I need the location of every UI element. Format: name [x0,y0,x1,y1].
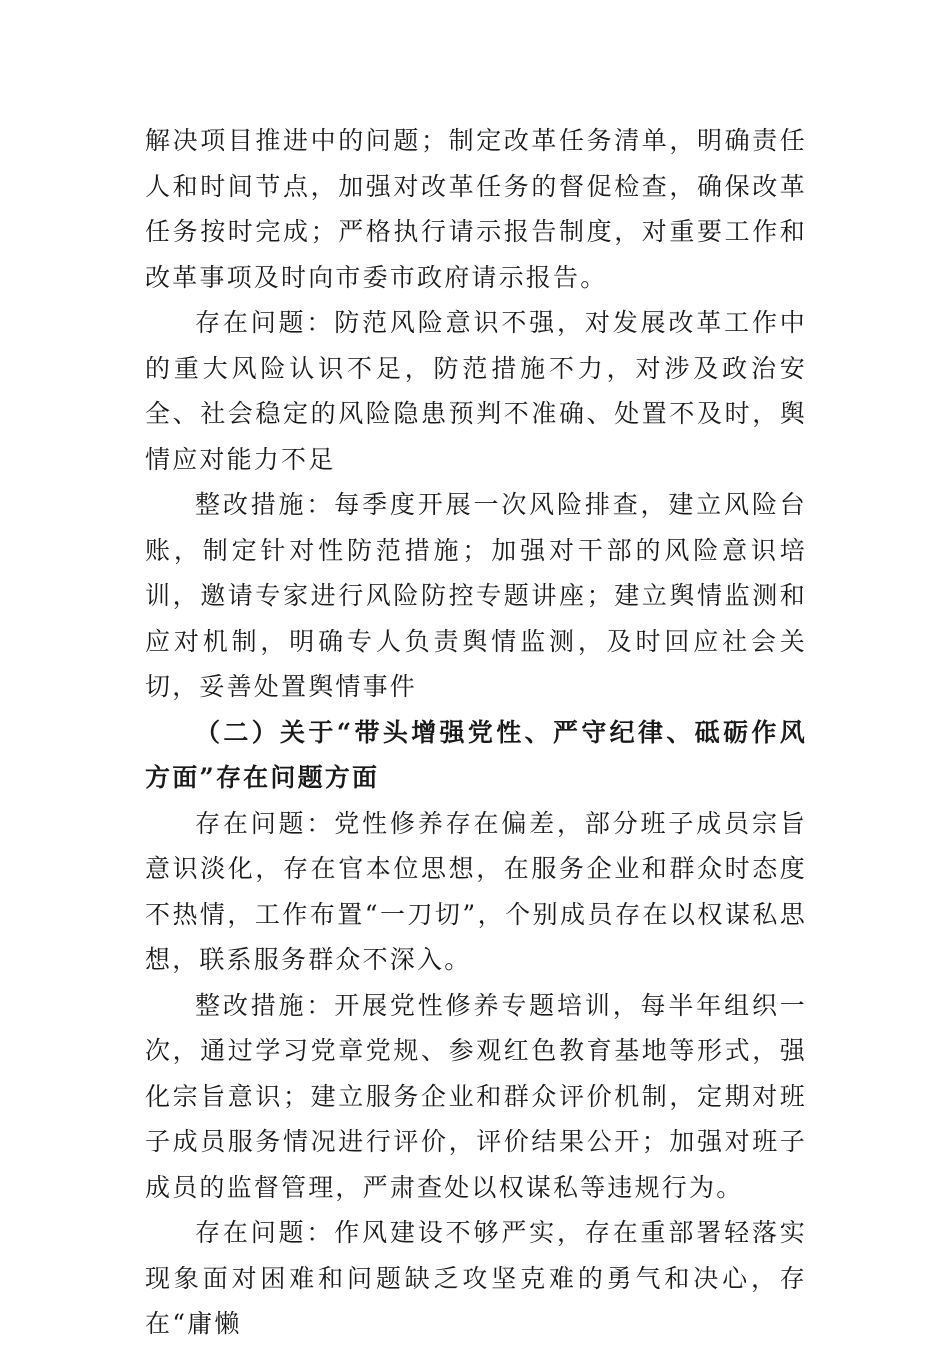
paragraph-measures-risk: 整改措施：每季度开展一次风险排查，建立风险台账，制定针对性防范措施；加强对干部的风险意识培训，邀请专家进行风险防控专题讲座；建立舆情监测和应对机制，明确专人负责舆情监测，及时回应社会关切，妥善处置舆情事件 [145,490,807,701]
document-body [145,118,807,1347]
paragraph-problem-work-style: 存在问题：作风建设不够严实，存在重部署轻落实现象面对困难和问题缺乏攻坚克难的勇气和决心，存在“庸懒 [145,1218,807,1338]
paragraph-continuation: 解决项目推进中的问题；制定改革任务清单，明确责任人和时间节点，加强对改革任务的督促检查，确保改革任务按时完成；严格执行请示报告制度，对重要工作和改革事项及时向市委市政府请示报告。 [145,126,807,292]
paragraph-measures-party-spirit: 整改措施：开展党性修养专题培训，每半年组织一次，通过学习党章党规、参观红色教育基地等形式，强化宗旨意识；建立服务企业和群众评价机制，定期对班子成员服务情况进行评价，评价结果公开；加强对班子成员的监督管理，严肃查处以权谋私等违规行为。 [145,990,807,1202]
paragraph-problem-party-spirit: 存在问题：党性修养存在偏差，部分班子成员宗旨意识淡化，存在官本位思想，在服务企业和群众时态度不热情，工作布置“一刀切”，个别成员存在以权谋私思想，联系服务群众不深入。 [145,808,807,974]
paragraph-problem-risk: 存在问题：防范风险意识不强，对发展改革工作中的重大风险认识不足，防范措施不力，对涉及政治安全、社会稳定的风险隐患预判不准确、处置不及时，舆情应对能力不足 [145,308,807,474]
section-heading-2: （二）关于“带头增强党性、严守纪律、砥砺作风方面”存在问题方面 [145,717,807,792]
